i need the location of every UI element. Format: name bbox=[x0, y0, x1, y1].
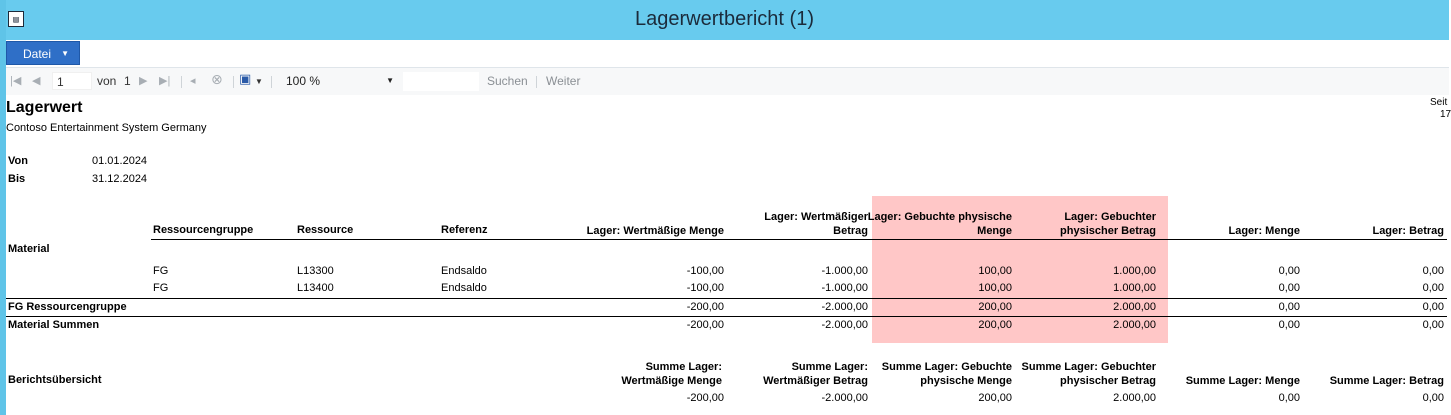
header-line: physischer Betrag bbox=[1060, 375, 1156, 387]
cell-qty: 0,00 bbox=[1278, 301, 1300, 313]
company-name: Contoso Entertainment System Germany bbox=[6, 122, 207, 134]
back-icon[interactable]: ◂ bbox=[190, 75, 196, 87]
cell-phys-qty: 200,00 bbox=[978, 301, 1012, 313]
cell-value-qty: -100,00 bbox=[686, 265, 724, 277]
search-link[interactable]: Suchen bbox=[487, 74, 528, 88]
header-line: Wertmäßiger Betrag bbox=[763, 375, 868, 387]
cell-phys-qty: 100,00 bbox=[978, 265, 1012, 277]
cell-reference: Endsaldo bbox=[441, 282, 487, 294]
cell-phys-amount: 2.000,00 bbox=[1113, 319, 1156, 331]
header-phys-amount bbox=[1016, 210, 1156, 238]
report-canvas bbox=[6, 95, 1449, 415]
header-value-amount bbox=[728, 210, 868, 238]
first-page-icon[interactable]: |◀ bbox=[10, 75, 22, 87]
cell-phys-amount: 2.000,00 bbox=[1113, 301, 1156, 313]
summary-header-phys-qty bbox=[866, 360, 1012, 388]
summary-header-value-qty bbox=[566, 360, 722, 388]
file-menu-label: Datei bbox=[23, 47, 52, 61]
to-value: 31.12.2024 bbox=[92, 173, 148, 185]
cell-value-qty: -200,00 bbox=[686, 301, 724, 313]
cell-phys-qty: 200,00 bbox=[978, 392, 1012, 404]
from-label: Von bbox=[8, 155, 28, 167]
cell-value-qty: -100,00 bbox=[686, 282, 724, 294]
header-line: Wertmäßige Menge bbox=[621, 375, 722, 387]
group-total-line bbox=[6, 298, 1447, 299]
summary-label: Berichtsübersicht bbox=[8, 374, 102, 386]
header-phys-qty bbox=[866, 210, 1012, 238]
toolbar-separator bbox=[271, 76, 272, 88]
cell-qty: 0,00 bbox=[1278, 392, 1300, 404]
summary-header-amount: Summe Lager: Betrag bbox=[1329, 375, 1444, 387]
cell-amount: 0,00 bbox=[1422, 265, 1444, 277]
report-toolbar bbox=[6, 68, 1449, 96]
summary-header-value-amount bbox=[728, 360, 868, 388]
cell-group: FG bbox=[153, 265, 169, 277]
header-underline bbox=[151, 239, 1447, 240]
header-line: Lager: Wertmäßiger bbox=[764, 211, 868, 223]
toolbar-separator bbox=[233, 76, 234, 88]
cell-phys-amount: 1.000,00 bbox=[1113, 265, 1156, 277]
cell-qty: 0,00 bbox=[1278, 282, 1300, 294]
last-page-icon[interactable]: ▶| bbox=[159, 75, 171, 87]
cell-qty: 0,00 bbox=[1278, 265, 1300, 277]
cell-phys-qty: 100,00 bbox=[978, 282, 1012, 294]
cell-resource: L13400 bbox=[297, 282, 334, 294]
toolbar-separator bbox=[181, 76, 182, 88]
menu-bar bbox=[6, 40, 1449, 68]
cell-phys-amount: 2.000,00 bbox=[1113, 392, 1156, 404]
page-of-label: von bbox=[97, 74, 117, 88]
cell-reference: Endsaldo bbox=[441, 265, 487, 277]
search-input[interactable] bbox=[403, 72, 479, 91]
header-value-qty: Lager: Wertmäßige Menge bbox=[586, 225, 724, 237]
cell-amount: 0,00 bbox=[1422, 282, 1444, 294]
header-line: Lager: Gebuchte physische bbox=[867, 211, 1012, 223]
cell-resource: L13300 bbox=[297, 265, 334, 277]
header-line: physischer Betrag bbox=[1060, 225, 1156, 237]
zoom-value: 100 % bbox=[286, 74, 321, 88]
page-value: 17 bbox=[1440, 109, 1451, 120]
header-line: Summe Lager: Gebuchte bbox=[881, 361, 1012, 373]
header-line: Menge bbox=[977, 225, 1012, 237]
stop-icon[interactable]: ⊗ bbox=[211, 71, 223, 87]
section-label-material: Material bbox=[8, 243, 50, 255]
next-page-icon[interactable]: ▶ bbox=[139, 75, 148, 87]
material-total-line bbox=[6, 316, 1447, 317]
page-label: Seit bbox=[1430, 97, 1448, 108]
header-amount: Lager: Betrag bbox=[1372, 225, 1444, 237]
from-value: 01.01.2024 bbox=[92, 155, 148, 167]
material-total-label: Material Summen bbox=[8, 319, 100, 331]
header-line: Lager: Gebuchter bbox=[1064, 211, 1156, 223]
toolbar-separator bbox=[536, 76, 537, 88]
export-save-icon[interactable]: ▣ bbox=[239, 71, 252, 86]
header-line: Betrag bbox=[833, 225, 868, 237]
title-bar bbox=[0, 0, 1449, 40]
header-line: physische Menge bbox=[920, 375, 1012, 387]
header-reference: Referenz bbox=[441, 224, 488, 236]
header-resource: Ressource bbox=[297, 224, 354, 236]
window-title: Lagerwertbericht (1) bbox=[635, 8, 814, 30]
to-label: Bis bbox=[8, 173, 26, 185]
summary-header-qty: Summe Lager: Menge bbox=[1185, 375, 1300, 387]
chevron-down-icon[interactable]: ▼ bbox=[255, 77, 263, 86]
next-match-link[interactable]: Weiter bbox=[546, 74, 581, 88]
report-title: Lagerwert bbox=[6, 99, 83, 116]
page-number-input[interactable]: 1 bbox=[52, 72, 92, 90]
cell-amount: 0,00 bbox=[1422, 392, 1444, 404]
header-qty: Lager: Menge bbox=[1228, 225, 1300, 237]
cell-phys-amount: 1.000,00 bbox=[1113, 282, 1156, 294]
cell-value-qty: -200,00 bbox=[686, 319, 724, 331]
header-line: Summe Lager: bbox=[645, 361, 722, 373]
cell-value-amount: -1.000,00 bbox=[821, 265, 868, 277]
cell-value-amount: -2.000,00 bbox=[821, 392, 868, 404]
cell-value-amount: -2.000,00 bbox=[821, 301, 868, 313]
cell-value-amount: -2.000,00 bbox=[821, 319, 868, 331]
header-line: Summe Lager: bbox=[791, 361, 868, 373]
cell-value-qty: -200,00 bbox=[686, 392, 724, 404]
cell-value-amount: -1.000,00 bbox=[821, 282, 868, 294]
group-total-label: FG Ressourcengruppe bbox=[8, 301, 127, 313]
cell-group: FG bbox=[153, 282, 169, 294]
previous-page-icon[interactable]: ◀ bbox=[32, 75, 41, 87]
cell-qty: 0,00 bbox=[1278, 319, 1300, 331]
report-app-icon[interactable]: ▤ bbox=[8, 11, 24, 27]
cell-amount: 0,00 bbox=[1422, 319, 1444, 331]
chevron-down-icon: ▼ bbox=[61, 49, 69, 58]
file-menu-button[interactable] bbox=[6, 41, 80, 65]
summary-header-phys-amount bbox=[1016, 360, 1156, 388]
zoom-select[interactable] bbox=[282, 72, 398, 90]
cell-amount: 0,00 bbox=[1422, 301, 1444, 313]
header-resource-group: Ressourcengruppe bbox=[153, 224, 254, 236]
page-total: 1 bbox=[124, 74, 131, 88]
chevron-down-icon: ▼ bbox=[386, 76, 394, 85]
header-line: Summe Lager: Gebuchter bbox=[1021, 361, 1156, 373]
cell-phys-qty: 200,00 bbox=[978, 319, 1012, 331]
